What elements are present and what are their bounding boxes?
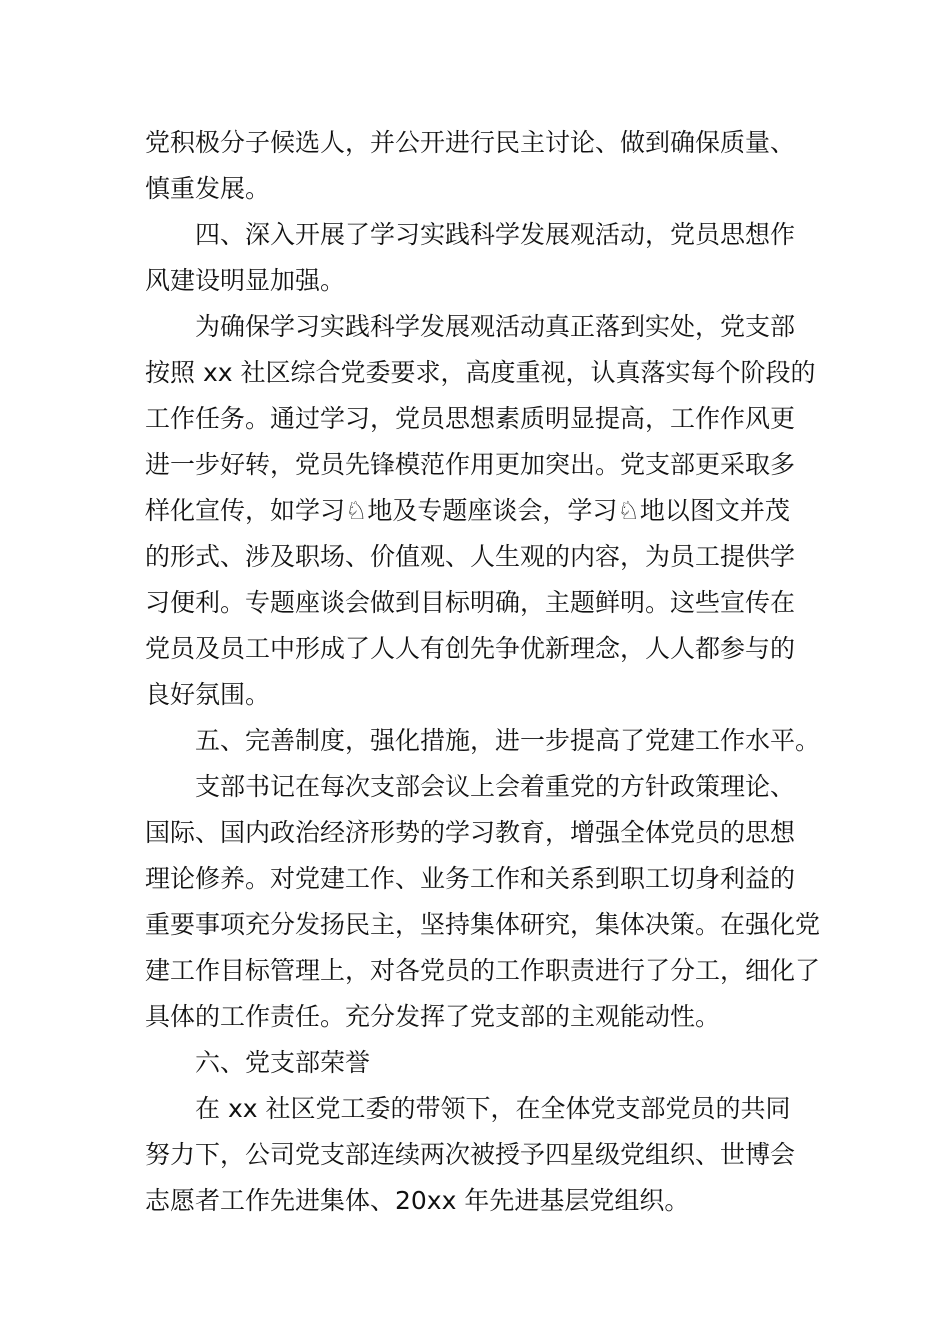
- text-line: 工作任务。通过学习，党员思想素质明显提高，工作作风更: [145, 404, 796, 433]
- paragraph-start: 为确保学习实践科学发展观活动真正落到实处，党支部: [195, 312, 796, 341]
- text-line: 党员及员工中形成了人人有创先争优新理念，人人都参与的: [145, 634, 796, 663]
- text-line: 的形式、涉及职场、价值观、人生观的内容，为员工提供学: [145, 542, 796, 571]
- paragraph-start: 在 xx 社区党工委的带领下，在全体党支部党员的共同: [195, 1094, 791, 1123]
- text-line: 志愿者工作先进集体、20xx 年先进基层党组织。: [145, 1186, 690, 1215]
- text-line: 国际、国内政治经济形势的学习教育，增强全体党员的思想: [145, 818, 796, 847]
- text-line: 建工作目标管理上，对各党员的工作职责进行了分工，细化了: [145, 956, 821, 985]
- section-heading-six: 六、党支部荣誉: [195, 1048, 371, 1077]
- text-line: 样化宣传，如学习♘地及专题座谈会，学习♘地以图文并茂: [145, 496, 790, 525]
- text-line: 重要事项充分发扬民主，坚持集体研究，集体决策。在强化党: [145, 910, 821, 939]
- section-heading-five: 五、完善制度，强化措施，进一步提高了党建工作水平。: [195, 726, 821, 755]
- text-line: 习便利。专题座谈会做到目标明确，主题鲜明。这些宣传在: [145, 588, 796, 617]
- document-page: [145, 120, 825, 1224]
- text-line: 良好氛围。: [145, 680, 271, 709]
- section-heading-four: 四、深入开展了学习实践科学发展观活动，党员思想作: [195, 220, 796, 249]
- text-line: 理论修养。对党建工作、业务工作和关系到职工切身利益的: [145, 864, 796, 893]
- text-line: 党积极分子候选人，并公开进行民主讨论、做到确保质量、: [145, 128, 796, 157]
- text-line: 努力下，公司党支部连续两次被授予四星级党组织、世博会: [145, 1140, 796, 1169]
- paragraph-start: 支部书记在每次支部会议上会着重党的方针政策理论、: [195, 772, 796, 801]
- text-line: 慎重发展。: [145, 174, 271, 203]
- text-line: 进一步好转，党员先锋模范作用更加突出。党支部更采取多: [145, 450, 796, 479]
- text-line: 风建设明显加强。: [145, 266, 346, 295]
- text-line: 按照 xx 社区综合党委要求，高度重视，认真落实每个阶段的: [145, 358, 816, 387]
- text-line: 具体的工作责任。充分发挥了党支部的主观能动性。: [145, 1002, 721, 1031]
